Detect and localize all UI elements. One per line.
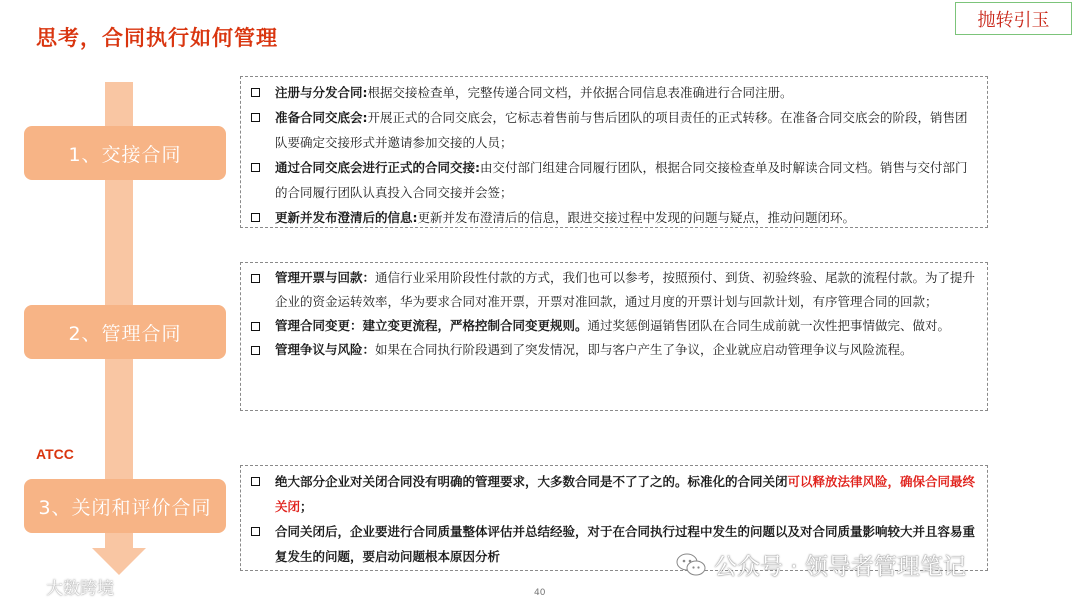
checkbox-bullet-icon (251, 527, 260, 536)
item-heading: 更新并发布澄清后的信息: (275, 210, 418, 225)
list-item (251, 205, 977, 230)
brand-logo-icon (8, 577, 42, 597)
wechat-icon (676, 552, 706, 578)
item-text: 通过奖惩倒逼销售团队在合同生成前就一次性把事情做完、做对。 (587, 318, 951, 333)
item-heading: 通过合同交底会进行正式的合同交接: (275, 160, 480, 175)
item-text: 由交付部门组建合同履行团队，根据合同交接检查单及时解读合同文档。销售与交付部门的合同履行团队认真投入合同交接并会签； (275, 160, 968, 200)
watermark-left (8, 574, 114, 599)
list-item (251, 338, 977, 362)
highlight-text: 可以释放法律风险，确保合同最终关闭 (275, 474, 976, 514)
checkbox-bullet-icon (251, 274, 260, 283)
step-manage-contract: 2、管理合同 (24, 305, 226, 359)
list-item (251, 266, 977, 314)
list-item (251, 80, 977, 105)
watermark-right (676, 548, 966, 581)
list-item (251, 469, 977, 519)
item-heading: 管理合同变更：建立变更流程，严格控制合同变更规则。 (275, 318, 588, 333)
step-close-evaluate-contract: 3、关闭和评价合同 (24, 479, 226, 533)
item-text: 根据交接检查单，完整传递合同文档，并依据合同信息表准确进行合同注册。 (367, 85, 793, 100)
item-heading: 管理开票与回款： (275, 270, 376, 285)
item-heading: 绝大部分企业对关闭合同没有明确的管理要求，大多数合同是不了了之的。标准化的合同关闭 (275, 474, 788, 489)
checkbox-bullet-icon (251, 322, 260, 331)
item-heading: 管理争议与风险： (275, 342, 376, 357)
item-tail: ； (300, 499, 313, 514)
page-number: 40 (534, 588, 546, 598)
item-text: 开展正式的合同交底会，它标志着售前与售后团队的项目责任的正式转移。在准备合同交底会的阶段，销售团队要确定交接形式并邀请参加交接的人员； (275, 110, 968, 150)
item-text: 更新并发布澄清后的信息，跟进交接过程中发现的问题与疑点，推动问题闭环。 (417, 210, 856, 225)
item-heading: 注册与分发合同: (275, 85, 368, 100)
item-text: 如果在合同执行阶段遇到了突发情况，即与客户产生了争议，企业就应启动管理争议与风险流程。 (375, 342, 913, 357)
item-text: 通信行业采用阶段性付款的方式，我们也可以参考，按照预付、到货、初验终验、尾款的流程付款。为了提升企业的资金运转效率，华为要求合同对准开票，开票对准回款，通过月度的开票计划与回款计划，有序管理合同的回款； (275, 270, 976, 309)
list-item (251, 105, 977, 155)
list-item (251, 314, 977, 338)
checkbox-bullet-icon (251, 213, 260, 222)
list-item (251, 155, 977, 205)
management-details-box (240, 262, 988, 411)
tag-box: 抛转引玉 (955, 2, 1072, 35)
watermark-left-text: 大数跨境 (46, 579, 114, 599)
atcc-label: ATCC (36, 446, 74, 462)
step-handover-contract: 1、交接合同 (24, 126, 226, 180)
handover-details-box (240, 76, 988, 228)
checkbox-bullet-icon (251, 88, 260, 97)
item-heading: 合同关闭后，企业要进行合同质量整体评估并总结经验，对于在合同执行过程中发生的问题以及对合同质量影响较大并且容易重复发生的问题，要启动问题根本原因分析 (275, 524, 976, 564)
checkbox-bullet-icon (251, 113, 260, 122)
item-heading: 准备合同交底会: (275, 110, 368, 125)
watermark-right-text: 公众号 · 领导者管理笔记 (714, 554, 966, 580)
page-title: 思考，合同执行如何管理 (36, 26, 278, 50)
checkbox-bullet-icon (251, 163, 260, 172)
checkbox-bullet-icon (251, 477, 260, 486)
checkbox-bullet-icon (251, 346, 260, 355)
